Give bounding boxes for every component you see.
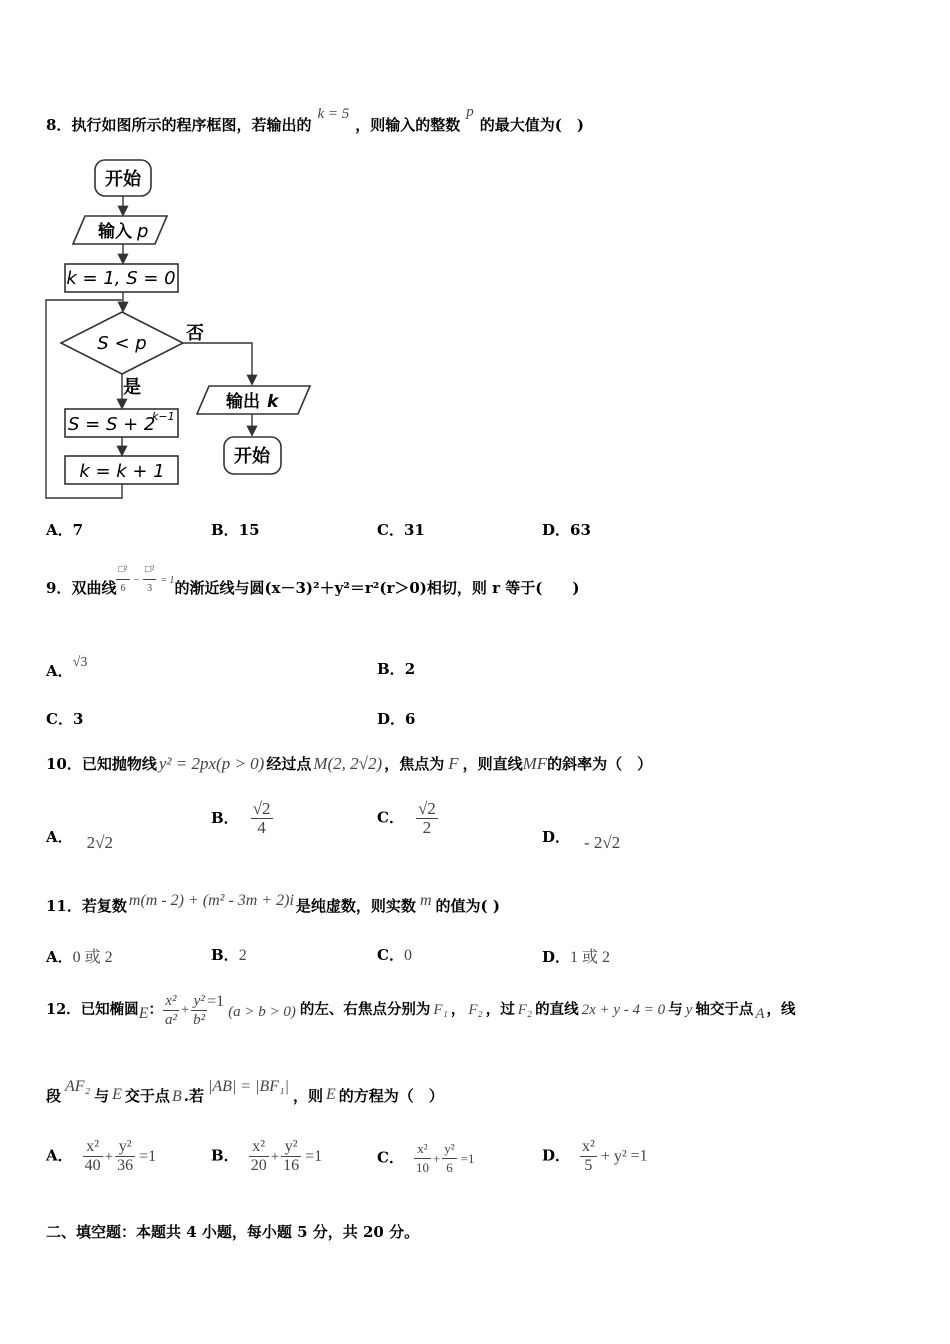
math-k-equals-5: k = 5 [317, 106, 350, 122]
equals-one: =1 [630, 1147, 648, 1165]
stem-text: .若 [183, 1087, 204, 1105]
flow-update-s-exponent: k−1 [152, 410, 175, 423]
fraction [580, 1138, 597, 1175]
denominator: 36 [117, 1157, 134, 1174]
stem-text: 双曲线 [71, 579, 117, 597]
stem-text: ，线 [766, 1001, 796, 1018]
denominator: 10 [415, 1160, 429, 1175]
stem-text: ，过 [485, 1001, 515, 1018]
denominator: a² [164, 1011, 177, 1028]
equals-one: =1 [305, 1147, 323, 1165]
fraction [83, 1138, 103, 1175]
numerator: y² [281, 1138, 301, 1157]
q11-option-c[interactable] [377, 944, 412, 965]
numerator: x² [582, 1138, 595, 1155]
q12-option-a[interactable]: A． $\frac{\text{x²}}{40}$ + $\frac{\text{y²}}{36}$ =1 [46, 1138, 157, 1174]
flow-update-s-label: S = S + 2 [68, 414, 156, 435]
option-value: 0 或 2 [72, 949, 113, 966]
math-e: E [326, 1086, 336, 1103]
math-f2: F₂ [468, 1002, 483, 1018]
q8-option-c[interactable] [377, 519, 425, 540]
question-number: 12． [46, 1001, 81, 1018]
math-e: E [138, 1005, 149, 1022]
q8-option-d[interactable] [542, 519, 591, 540]
q10-option-a[interactable] [46, 826, 113, 852]
option-value: 2√2 [86, 833, 113, 852]
stem-text: 已知椭圆 [80, 1001, 139, 1018]
q9-option-c[interactable] [46, 708, 83, 729]
flow-init-label: k = 1, S = 0 [66, 268, 176, 289]
numerator: y² [442, 1140, 456, 1159]
option-value: √3 [72, 655, 88, 670]
fraction [115, 1138, 135, 1175]
denominator: 4 [257, 818, 266, 837]
question-12-stem-line2 [46, 1078, 444, 1115]
math-a: A [755, 1006, 765, 1022]
minus-sign: − [133, 575, 140, 586]
fraction [116, 561, 129, 598]
numerator: y² [191, 992, 207, 1011]
option-label: C． [377, 946, 404, 964]
stem-text: 的斜率为（ ） [547, 755, 653, 773]
equals-one: =1 [207, 993, 225, 1010]
denominator: 6 [446, 1160, 453, 1175]
math-e: E [112, 1086, 122, 1103]
stem-text: ，则输入的整数 [355, 116, 461, 134]
fraction [414, 1140, 431, 1177]
denominator: 40 [84, 1157, 101, 1174]
flow-end-label: 开始 [234, 446, 270, 467]
q12-option-c[interactable]: C． $\frac{\text{x²}}{10}$ + $\frac{\text{y²}}{6}$ =1 [377, 1141, 475, 1175]
option-label: D． [377, 710, 406, 728]
math-parabola: y² = 2px(p > 0) [158, 754, 265, 773]
stem-text: 的方程为（ ） [338, 1087, 444, 1105]
option-value: 2 [238, 947, 247, 964]
q8-option-b[interactable] [211, 519, 260, 540]
question-11-stem [46, 891, 500, 922]
fraction [143, 561, 156, 598]
question-12-stem-line1: 12．已知椭圆E： $\frac{\text{x²}}{\text{a²}}$ + $\frac{\text{y²}}{\text{b²}}$ =1(a > b > 0) 的左、右焦点分别为 F₁ ， F₂ ，过 F₂ 的直线 2x + y - 4 = 0 与 y 轴交于点 A ，线 [46, 992, 796, 1028]
q10-option-d[interactable] [542, 826, 621, 852]
q11-option-d[interactable] [542, 944, 610, 967]
option-label: C． [46, 710, 73, 728]
question-number: 11． [46, 897, 82, 915]
denominator: b² [193, 1011, 206, 1028]
math-f: F [448, 754, 459, 773]
equals-one: = 1 [160, 575, 175, 586]
option-label: C． [377, 1148, 404, 1167]
option-label: A． [46, 1146, 73, 1165]
option-label: D． [542, 828, 571, 846]
denominator: 3 [147, 582, 153, 594]
denominator: 20 [250, 1157, 267, 1174]
numerator: √2 [252, 799, 271, 818]
numerator: y² [115, 1138, 135, 1157]
math-m: m [419, 892, 432, 909]
q11-option-b[interactable] [211, 944, 247, 965]
numerator: x² [83, 1138, 103, 1157]
q12-option-b[interactable]: B． $\frac{\text{x²}}{20}$ + $\frac{\text{y²}}{16}$ =1 [211, 1138, 323, 1174]
flow-update-k-label: k = k + 1 [79, 461, 165, 482]
fraction [163, 992, 179, 1029]
flow-decision-label: S < p [97, 333, 147, 354]
flow-output-var: k [267, 392, 279, 412]
q11-option-a[interactable] [46, 944, 113, 967]
option-label: D． [542, 1146, 571, 1165]
fraction [442, 1140, 456, 1177]
stem-text: ，则 [293, 1087, 324, 1105]
numerator: □² [116, 561, 129, 580]
q9-option-a[interactable] [46, 650, 88, 680]
flow-no-label: 否 [186, 323, 204, 344]
option-label: A． [46, 828, 73, 846]
math-af2: AF₂ [65, 1078, 91, 1095]
stem-text: 交于点 [124, 1087, 170, 1105]
denominator: 6 [120, 582, 126, 594]
option-label: A． [46, 948, 73, 966]
fraction [249, 1138, 269, 1175]
stem-text: 的直线 [535, 1001, 579, 1018]
stem-text: ，则直线 [462, 755, 523, 773]
math-line: 2x + y - 4 = 0 [581, 1002, 666, 1018]
stem-text: ，焦点为 [384, 755, 445, 773]
question-9-stem [46, 563, 580, 609]
stem-text: 经过点 [266, 755, 312, 773]
stem-text: ： [148, 1001, 163, 1018]
option-value-fraction [251, 800, 273, 837]
numerator: x² [414, 1140, 431, 1159]
q12-option-d[interactable] [542, 1138, 648, 1175]
stem-text: 轴交于点 [695, 1001, 754, 1018]
stem-text: 是纯虚数，则实数 [295, 897, 416, 915]
option-label: C． [377, 521, 404, 539]
q10-option-c[interactable] [377, 800, 438, 837]
math-point-m: M(2, 2√2) [313, 754, 383, 773]
flow-input-label: 输入 [98, 222, 132, 242]
stem-text: 的左、右焦点分别为 [299, 1001, 431, 1018]
option-label: D． [542, 521, 571, 539]
stem-text: 若复数 [81, 897, 127, 915]
option-label: B． [211, 1146, 239, 1165]
flow-start-label: 开始 [105, 169, 141, 190]
math-y: y [685, 1002, 693, 1018]
option-value: 3 [72, 710, 84, 728]
math-f1: F₁ [433, 1002, 448, 1018]
math-f2: F₂ [517, 1002, 533, 1018]
flowchart [40, 150, 330, 510]
option-value: 15 [238, 521, 260, 539]
fraction [281, 1138, 301, 1175]
option-value: 6 [405, 710, 416, 728]
math-complex: m(m - 2) + (m² - 3m + 2)i [128, 892, 294, 909]
stem-text: 的渐近线与圆(x－3)²＋y²＝r²(r＞0)相切，则 r 等于( ) [174, 579, 580, 597]
question-number: 10． [46, 755, 82, 773]
math-abs-condition: |AB| = |BF₁| [207, 1078, 289, 1095]
numerator: √2 [417, 799, 436, 818]
question-number: 8． [46, 116, 72, 134]
option-label: B． [211, 521, 239, 539]
option-value: 0 [403, 947, 412, 964]
stem-text: 与 [668, 1001, 683, 1018]
equals-one: =1 [460, 1150, 475, 1166]
option-value: 7 [72, 521, 84, 539]
stem-text: 与 [94, 1087, 110, 1105]
fraction [191, 992, 207, 1029]
denominator: 5 [584, 1157, 593, 1174]
numerator: □² [143, 561, 156, 580]
flow-input-var: p [137, 221, 149, 242]
q9-option-d[interactable] [377, 708, 415, 729]
option-value: 2 [404, 660, 416, 678]
stem-text: 已知抛物线 [81, 755, 157, 773]
option-tail: + y² [600, 1147, 627, 1165]
option-label: B． [377, 660, 405, 678]
option-value: 1 或 2 [570, 949, 611, 966]
stem-text: 段 [46, 1087, 62, 1105]
numerator: x² [163, 992, 179, 1011]
math-b: B [171, 1088, 182, 1105]
denominator: 16 [283, 1157, 300, 1174]
q10-option-b[interactable] [211, 800, 273, 837]
option-label: B． [211, 946, 239, 964]
q9-option-b[interactable] [377, 658, 415, 679]
option-value: 63 [570, 521, 591, 539]
question-8-stem [46, 104, 584, 136]
q8-option-a[interactable] [46, 519, 83, 540]
option-value: - 2√2 [584, 833, 621, 852]
option-label: C． [377, 808, 404, 827]
math-mf: MF [522, 754, 548, 773]
option-label: D． [542, 948, 571, 966]
option-label: A． [46, 662, 73, 680]
equals-one: =1 [139, 1147, 157, 1165]
section-2-heading: 二、填空题：本题共 4 小题，每小题 5 分，共 20 分。 [46, 1223, 420, 1241]
numerator: x² [249, 1138, 269, 1157]
math-condition: (a > b > 0) [228, 1004, 296, 1020]
option-value-fraction [416, 800, 438, 837]
flow-yes-label: 是 [123, 377, 141, 398]
stem-text: 的最大值为( ) [479, 116, 584, 134]
option-value: 31 [403, 521, 425, 539]
math-p: p [466, 104, 474, 120]
option-label: B． [211, 808, 239, 827]
question-10-stem [46, 752, 652, 776]
flow-output-label: 输出 [226, 392, 260, 412]
stem-text: 执行如图所示的程序框图，若输出的 [71, 116, 312, 134]
option-label: A． [46, 521, 73, 539]
denominator: 2 [422, 818, 432, 837]
stem-text: 的值为( ) [435, 897, 500, 915]
question-number: 9． [46, 579, 72, 597]
